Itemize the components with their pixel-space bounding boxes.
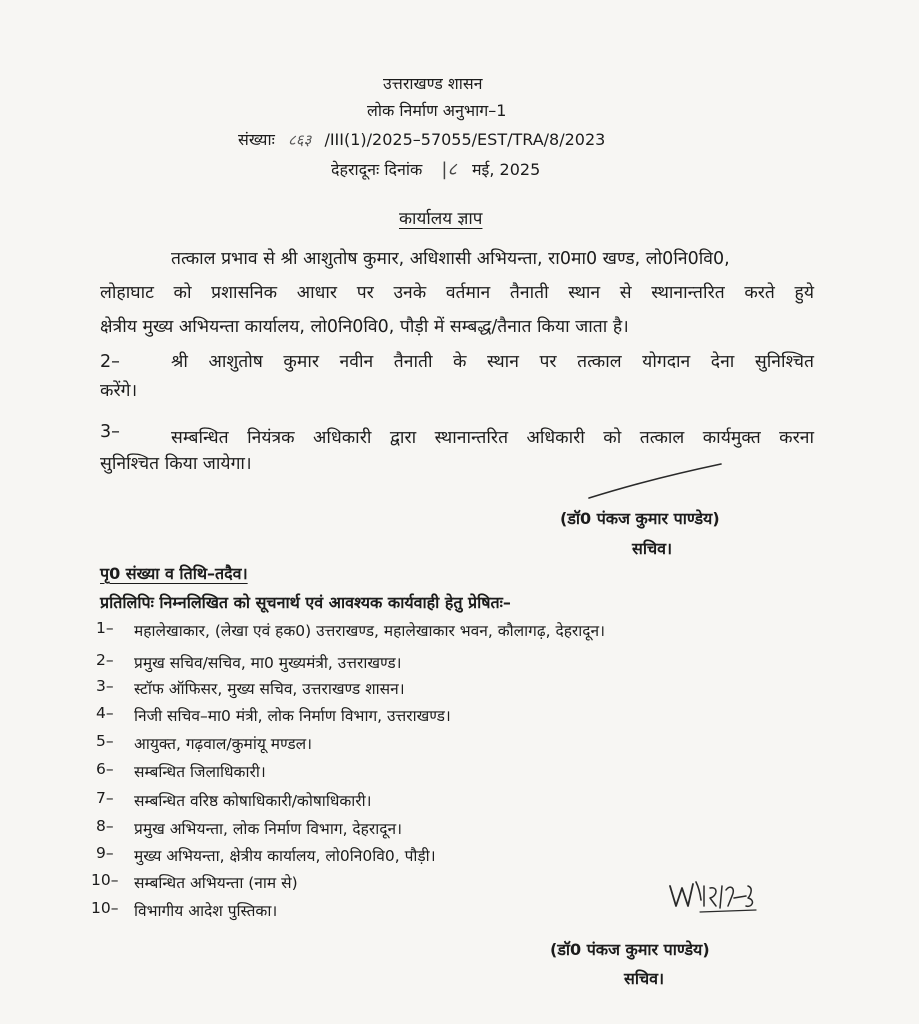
list-item: प्रमुख सचिव/सचिव, मा0 मुख्यमंत्री, उत्तराखण्ड। <box>134 654 402 672</box>
list-item: सम्बन्धित अभियन्ता (नाम से) <box>134 874 298 892</box>
reference-handwritten: ८६३ <box>287 131 312 149</box>
signature-stroke <box>585 460 725 505</box>
list-item-number: 1– <box>96 619 114 637</box>
date-handwritten: |८ <box>441 159 457 180</box>
endorsement-ref: पृ0 संख्या व तिथि–तदैव। <box>100 564 248 583</box>
paragraph-1-line-1: तत्काल प्रभाव से श्री आशुतोष कुमार, अधिशासी अभियन्ता, रा0मा0 खण्ड, लो0नि0वि0, <box>171 249 730 269</box>
paragraph-3-number: 3– <box>100 422 120 442</box>
list-item-number: 10– <box>91 871 119 889</box>
date-suffix: मई, 2025 <box>471 160 541 179</box>
list-item: निजी सचिव–मा0 मंत्री, लोक निर्माण विभाग, उत्तराखण्ड। <box>134 707 451 725</box>
list-item: स्टॉफ ऑफिसर, मुख्य सचिव, उत्तराखण्ड शासन। <box>134 680 405 698</box>
list-item: आयुक्त, गढ़वाल/कुमांयू मण्डल। <box>134 735 313 753</box>
list-item: मुख्य अभियन्ता, क्षेत्रीय कार्यालय, लो0नि0वि0, पौड़ी। <box>134 847 436 865</box>
reference-prefix: संख्याः <box>238 130 275 149</box>
copy-intro: प्रतिलिपिः निम्नलिखित को सूचनार्थ एवं आवश्यक कार्यवाही हेतु प्रेषितः– <box>100 593 511 612</box>
signatory-designation-top: सचिव। <box>632 539 673 558</box>
paragraph-2-line-2: करेंगे। <box>100 381 138 401</box>
reference-number <box>238 128 605 150</box>
handwritten-initials <box>666 876 761 926</box>
list-item-number: 10– <box>91 899 119 917</box>
paragraph-1-line-3: क्षेत्रीय मुख्य अभियन्ता कार्यालय, लो0नि0वि0, पौड़ी में सम्बद्ध/तैनात किया जाता है। <box>100 317 629 337</box>
list-item: सम्बन्धित वरिष्ठ कोषाधिकारी/कोषाधिकारी। <box>134 792 372 810</box>
list-item: प्रमुख अभियन्ता, लोक निर्माण विभाग, देहरादून। <box>134 820 402 838</box>
signatory-name-bottom: (डॉ0 पंकज कुमार पाण्डेय) <box>550 940 710 959</box>
list-item: महालेखाकार, (लेखा एवं हक0) उत्तराखण्ड, महालेखाकार भवन, कौलागढ़, देहरादून। <box>134 622 605 640</box>
place-date <box>331 157 540 181</box>
place-date-prefix: देहरादूनः दिनांक <box>331 160 423 179</box>
reference-suffix: /III(1)/2025–57055/EST/TRA/8/2023 <box>324 130 606 149</box>
paragraph-3-line-1: सम्बन्धित नियंत्रक अधिकारी द्वारा स्थानान्तरित अधिकारी को तत्काल कार्यमुक्त करना <box>171 428 814 448</box>
list-item-number: 4– <box>96 704 114 722</box>
government-name: उत्तराखण्ड शासन <box>383 74 483 93</box>
memo-title: कार्यालय ज्ञाप <box>399 209 483 229</box>
list-item-number: 9– <box>96 844 114 862</box>
paragraph-3-line-2: सुनिश्चित किया जायेगा। <box>100 454 252 474</box>
list-item: सम्बन्धित जिलाधिकारी। <box>134 763 266 781</box>
list-item-number: 6– <box>96 760 114 778</box>
list-item: विभागीय आदेश पुस्तिका। <box>134 902 278 920</box>
paragraph-2-line-1: श्री आशुतोष कुमार नवीन तैनाती के स्थान पर तत्काल योगदान देना सुनिश्चित <box>171 352 814 372</box>
list-item-number: 5– <box>96 732 114 750</box>
list-item-number: 2– <box>96 651 114 669</box>
list-item-number: 3– <box>96 677 114 695</box>
department-name: लोक निर्माण अनुभाग–1 <box>367 101 507 120</box>
list-item-number: 7– <box>96 789 114 807</box>
paragraph-2-number: 2– <box>100 352 120 372</box>
signatory-name-top: (डॉ0 पंकज कुमार पाण्डेय) <box>560 509 720 528</box>
list-item-number: 8– <box>96 817 114 835</box>
signatory-designation-bottom: सचिव। <box>624 969 665 988</box>
paragraph-1-line-2: लोहाघाट को प्रशासनिक आधार पर उनके वर्तमान तैनाती स्थान से स्थानान्तरित करते हुये <box>100 283 814 303</box>
